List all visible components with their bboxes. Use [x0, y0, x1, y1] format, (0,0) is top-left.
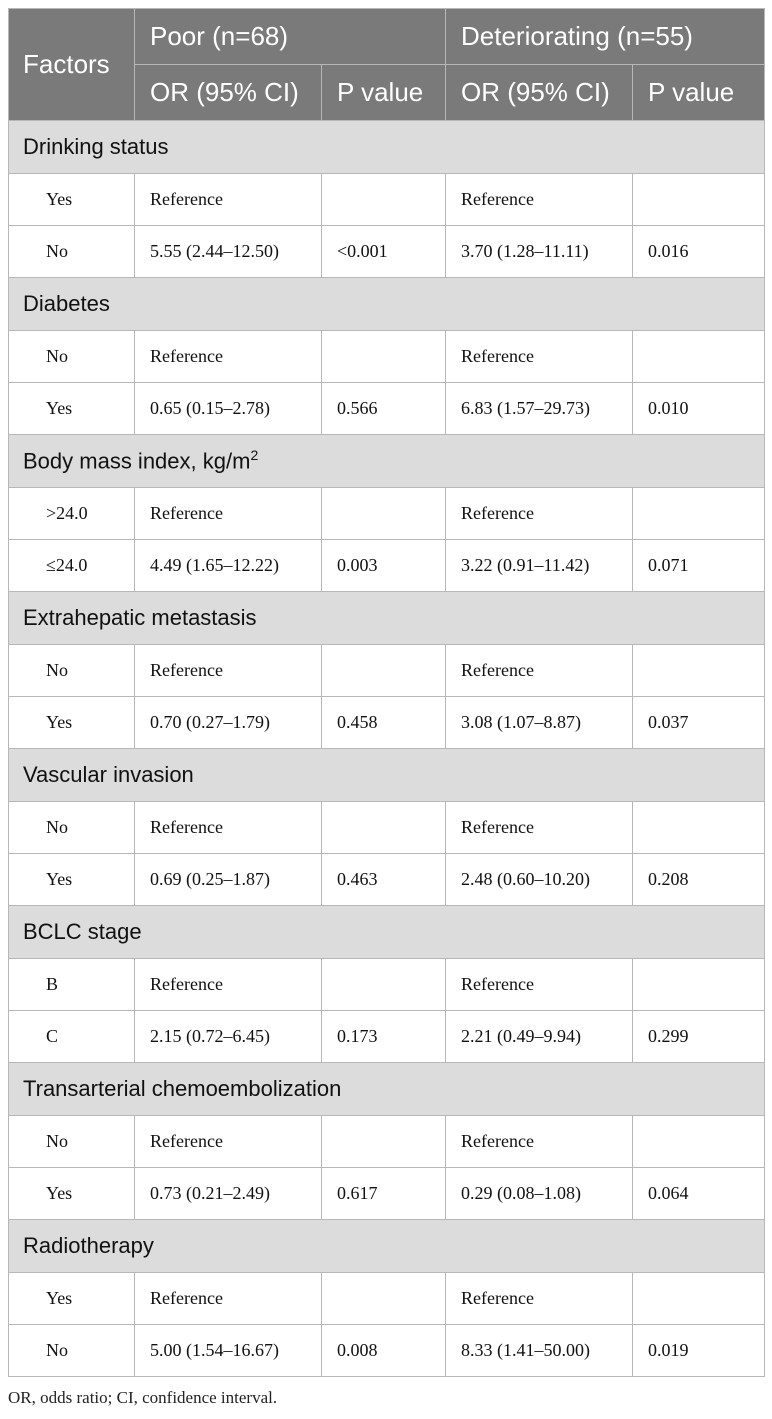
poor-or-cell: Reference — [135, 331, 322, 383]
deteriorating-or-cell: 2.21 (0.49–9.94) — [446, 1011, 633, 1063]
level-cell: No — [9, 1116, 135, 1168]
poor-or-cell: 0.73 (0.21–2.49) — [135, 1168, 322, 1220]
group-name: Body mass index, kg/m — [23, 448, 251, 474]
poor-or-cell: 5.55 (2.44–12.50) — [135, 226, 322, 278]
group-name: BCLC stage — [23, 919, 142, 944]
deteriorating-p-value-header: P value — [633, 65, 765, 121]
deteriorating-or-cell: Reference — [446, 1273, 633, 1325]
table-row — [9, 383, 765, 435]
poor-or-cell: 0.65 (0.15–2.78) — [135, 383, 322, 435]
poor-or-cell: 0.69 (0.25–1.87) — [135, 854, 322, 906]
table-row — [9, 174, 765, 226]
deteriorating-p-cell — [633, 1116, 765, 1168]
group-label — [9, 749, 765, 802]
poor-p-cell — [322, 802, 446, 854]
table-row — [9, 540, 765, 592]
group-name: Radiotherapy — [23, 1233, 154, 1258]
poor-or-cell: Reference — [135, 488, 322, 540]
poor-or-cell: Reference — [135, 959, 322, 1011]
level-cell: Yes — [9, 854, 135, 906]
poor-p-cell — [322, 959, 446, 1011]
poor-p-cell: 0.173 — [322, 1011, 446, 1063]
deteriorating-p-cell: 0.016 — [633, 226, 765, 278]
group-label — [9, 278, 765, 331]
level-cell: Yes — [9, 383, 135, 435]
factors-header: Factors — [9, 9, 135, 121]
group-label — [9, 121, 765, 174]
deteriorating-or-ci-header: OR (95% CI) — [446, 65, 633, 121]
deteriorating-p-cell: 0.010 — [633, 383, 765, 435]
level-cell: No — [9, 1325, 135, 1377]
group-row — [9, 1220, 765, 1273]
deteriorating-p-cell: 0.208 — [633, 854, 765, 906]
poor-p-cell — [322, 645, 446, 697]
group-name: Transarterial chemoembolization — [23, 1076, 342, 1101]
deteriorating-p-cell: 0.037 — [633, 697, 765, 749]
table-body — [9, 121, 765, 1377]
poor-p-cell: 0.003 — [322, 540, 446, 592]
level-cell: Yes — [9, 1273, 135, 1325]
level-cell: Yes — [9, 697, 135, 749]
poor-p-cell: 0.617 — [322, 1168, 446, 1220]
level-cell: ≤24.0 — [9, 540, 135, 592]
group-name: Drinking status — [23, 134, 169, 159]
deteriorating-or-cell: 8.33 (1.41–50.00) — [446, 1325, 633, 1377]
table-row — [9, 697, 765, 749]
deteriorating-p-cell: 0.019 — [633, 1325, 765, 1377]
deteriorating-or-cell: 2.48 (0.60–10.20) — [446, 854, 633, 906]
poor-p-cell: 0.008 — [322, 1325, 446, 1377]
poor-or-cell: 2.15 (0.72–6.45) — [135, 1011, 322, 1063]
level-cell: >24.0 — [9, 488, 135, 540]
group-name: Vascular invasion — [23, 762, 194, 787]
poor-or-cell: Reference — [135, 1273, 322, 1325]
poor-or-cell: Reference — [135, 802, 322, 854]
poor-p-cell: 0.463 — [322, 854, 446, 906]
group-label — [9, 1063, 765, 1116]
deteriorating-or-cell: Reference — [446, 488, 633, 540]
poor-p-cell: 0.566 — [322, 383, 446, 435]
poor-p-cell — [322, 1116, 446, 1168]
group-row — [9, 906, 765, 959]
poor-or-cell: Reference — [135, 174, 322, 226]
level-cell: No — [9, 226, 135, 278]
group-label — [9, 592, 765, 645]
deteriorating-or-cell: Reference — [446, 802, 633, 854]
group-row — [9, 592, 765, 645]
deteriorating-p-cell — [633, 959, 765, 1011]
odds-ratio-table — [8, 8, 765, 1377]
deteriorating-or-cell: 3.08 (1.07–8.87) — [446, 697, 633, 749]
deteriorating-or-cell: 3.22 (0.91–11.42) — [446, 540, 633, 592]
level-cell: No — [9, 331, 135, 383]
group-label — [9, 906, 765, 959]
poor-p-cell: <0.001 — [322, 226, 446, 278]
poor-p-cell — [322, 488, 446, 540]
table-row — [9, 226, 765, 278]
group-name: Extrahepatic metastasis — [23, 605, 257, 630]
table-row — [9, 645, 765, 697]
group-row — [9, 749, 765, 802]
group-name: Diabetes — [23, 291, 110, 316]
poor-or-cell: 0.70 (0.27–1.79) — [135, 697, 322, 749]
poor-or-cell: Reference — [135, 645, 322, 697]
level-cell: C — [9, 1011, 135, 1063]
deteriorating-p-cell — [633, 331, 765, 383]
poor-group-header: Poor (n=68) — [135, 9, 446, 65]
deteriorating-p-cell: 0.064 — [633, 1168, 765, 1220]
poor-p-cell — [322, 1273, 446, 1325]
deteriorating-p-cell — [633, 645, 765, 697]
results-table-container — [8, 8, 764, 1377]
group-row — [9, 1063, 765, 1116]
table-row — [9, 1273, 765, 1325]
group-name-superscript: 2 — [250, 447, 259, 464]
level-cell: No — [9, 802, 135, 854]
poor-or-cell: Reference — [135, 1116, 322, 1168]
deteriorating-or-cell: Reference — [446, 645, 633, 697]
deteriorating-p-cell — [633, 488, 765, 540]
table-row — [9, 854, 765, 906]
group-label — [9, 1220, 765, 1273]
deteriorating-p-cell: 0.071 — [633, 540, 765, 592]
deteriorating-p-cell — [633, 174, 765, 226]
table-row — [9, 1168, 765, 1220]
poor-p-value-header: P value — [322, 65, 446, 121]
deteriorating-or-cell: 0.29 (0.08–1.08) — [446, 1168, 633, 1220]
deteriorating-or-cell: Reference — [446, 959, 633, 1011]
poor-or-cell: 4.49 (1.65–12.22) — [135, 540, 322, 592]
group-label — [9, 435, 765, 488]
level-cell: Yes — [9, 1168, 135, 1220]
group-row — [9, 121, 765, 174]
poor-or-ci-header: OR (95% CI) — [135, 65, 322, 121]
table-row — [9, 802, 765, 854]
level-cell: B — [9, 959, 135, 1011]
table-footnote: OR, odds ratio; CI, confidence interval. — [8, 1388, 278, 1407]
deteriorating-group-header: Deteriorating (n=55) — [446, 9, 765, 65]
deteriorating-p-cell — [633, 1273, 765, 1325]
deteriorating-p-cell — [633, 802, 765, 854]
poor-or-cell: 5.00 (1.54–16.67) — [135, 1325, 322, 1377]
group-row — [9, 278, 765, 331]
poor-p-cell: 0.458 — [322, 697, 446, 749]
deteriorating-p-cell: 0.299 — [633, 1011, 765, 1063]
level-cell: Yes — [9, 174, 135, 226]
table-row — [9, 1116, 765, 1168]
table-row — [9, 331, 765, 383]
table-row — [9, 1011, 765, 1063]
table-row — [9, 488, 765, 540]
deteriorating-or-cell: 6.83 (1.57–29.73) — [446, 383, 633, 435]
table-header — [9, 9, 765, 121]
table-row — [9, 1325, 765, 1377]
deteriorating-or-cell: Reference — [446, 331, 633, 383]
level-cell: No — [9, 645, 135, 697]
deteriorating-or-cell: 3.70 (1.28–11.11) — [446, 226, 633, 278]
table-row — [9, 959, 765, 1011]
deteriorating-or-cell: Reference — [446, 174, 633, 226]
deteriorating-or-cell: Reference — [446, 1116, 633, 1168]
poor-p-cell — [322, 331, 446, 383]
poor-p-cell — [322, 174, 446, 226]
group-row — [9, 435, 765, 488]
